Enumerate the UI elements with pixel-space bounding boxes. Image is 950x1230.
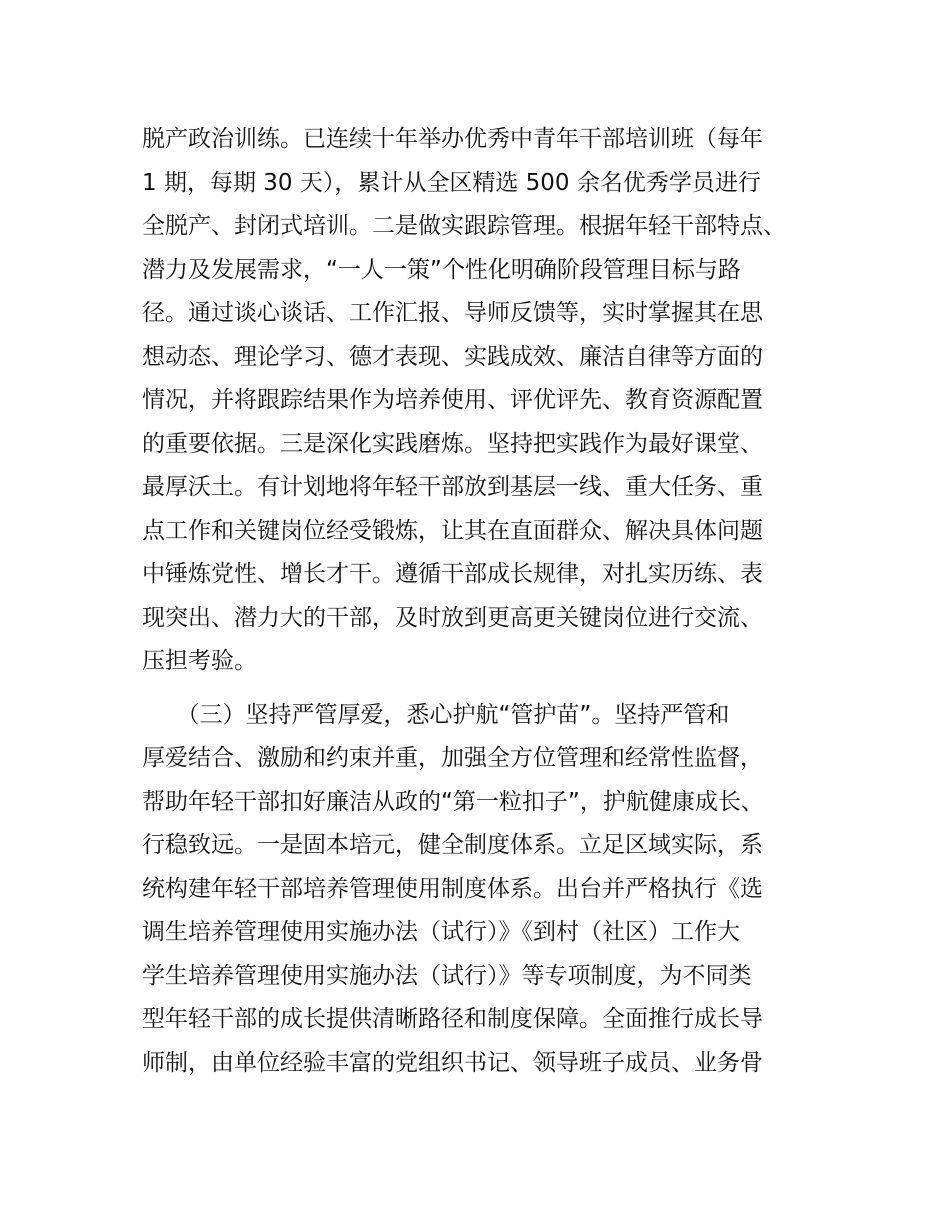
text-line: 型年轻干部的成长提供清晰路径和制度保障。全面推行成长导 [142,1006,763,1032]
paragraph [142,694,832,1086]
text-line: 的重要依据。三是深化实践磨炼。坚持把实践作为最好课堂、 [142,430,763,457]
paragraph-spacing [142,684,832,694]
text-line: 最厚沃土。有计划地将年轻干部放到基层一线、重大任务、重 [142,474,763,500]
text-line: 想动态、理论学习、德才表现、实践成效、廉洁自律等方面的 [142,343,763,370]
document-body [142,118,832,1085]
text-line: 行稳致远。一是固本培元，健全制度体系。立足区域实际，系 [142,832,763,858]
text-line: 师制，由单位经验丰富的党组织书记、领导班子成员、业务骨 [142,1049,763,1076]
text-line: 脱产政治训练。已连续十年举办优秀中青年干部培训班（每年 [142,126,763,152]
text-line: 中锤炼党性、增长才干。遵循干部成长规律，对扎实历练、表 [142,561,763,587]
text-line: （三）坚持严管厚爱，悉心护航“管护苗”。坚持严管和 [142,701,730,728]
text-line: 情况，并将跟踪结果作为培养使用、评优评先、教育资源配置 [142,387,763,413]
text-line: 压担考验。 [142,648,257,674]
text-line: 调生培养管理使用实施办法（试行）》《到村（社区）工作大 [142,919,740,945]
paragraph [142,118,832,684]
text-line: 潜力及发展需求，“一人一策”个性化明确阶段管理目标与路 [142,256,741,283]
text-line: 点工作和关键岗位经受锻炼，让其在直面群众、解决具体问题 [142,517,763,544]
text-line: 统构建年轻干部培养管理使用制度体系。出台并严格执行《选 [142,875,763,902]
text-line: 厚爱结合、激励和约束并重，加强全方位管理和经常性监督， [142,745,763,771]
text-line: 径。通过谈心谈话、工作汇报、导师反馈等，实时掌握其在思 [142,300,763,326]
text-line: 1 期，每期 30 天），累计从全区精选 500 余名优秀学员进行 [142,169,761,196]
text-line: 全脱产、封闭式培训。二是做实跟踪管理。根据年轻干部特点、 [142,213,786,239]
text-line: 学生培养管理使用实施办法（试行）》等专项制度，为不同类 [142,962,752,989]
text-line: 帮助年轻干部扣好廉洁从政的“第一粒扣子”，护航健康成长、 [142,788,764,815]
text-line: 现突出、潜力大的干部，及时放到更高更关键岗位进行交流、 [142,604,763,631]
